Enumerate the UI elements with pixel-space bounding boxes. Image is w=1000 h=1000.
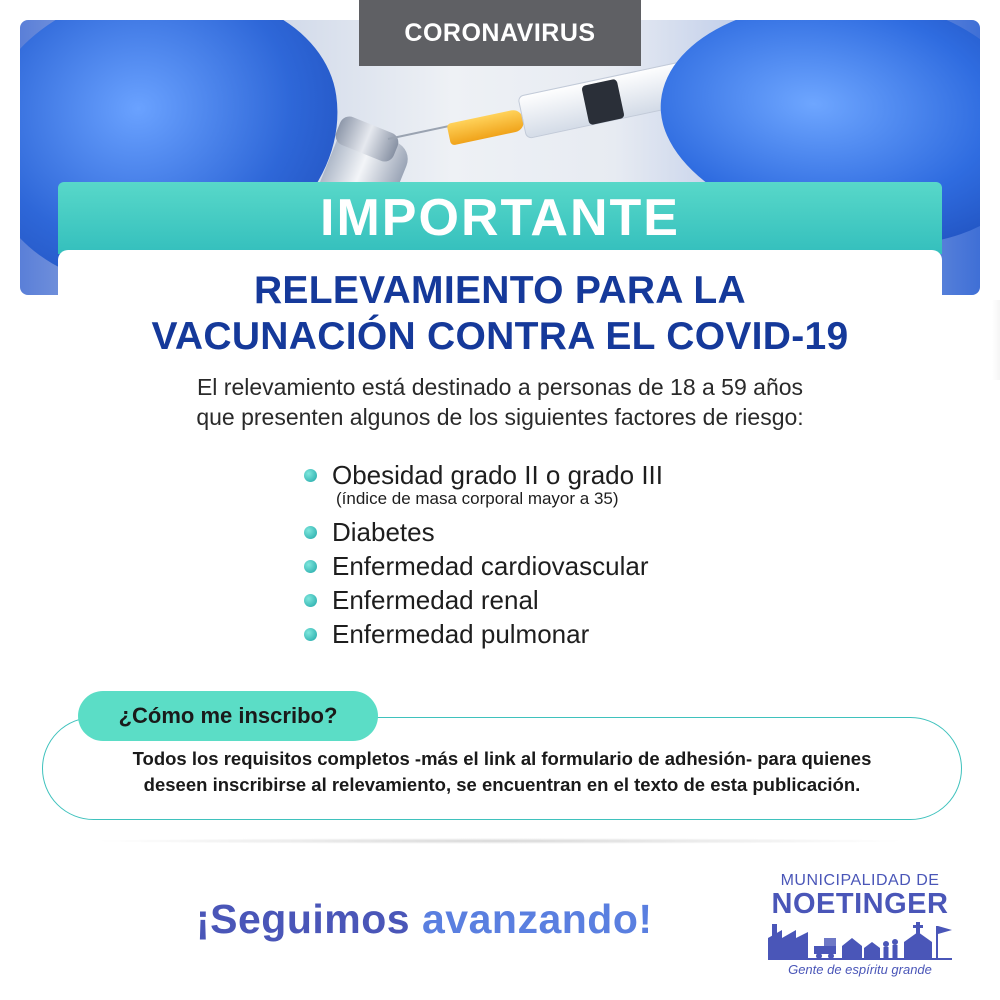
risk-label: Enfermedad pulmonar [332, 619, 590, 649]
bullet-dot-icon [304, 526, 317, 539]
list-item [302, 617, 822, 651]
bullet-dot-icon [304, 594, 317, 607]
list-item [302, 458, 822, 509]
slogan-part-2: avanzando! [422, 896, 653, 942]
slogan [196, 896, 653, 943]
page-title [40, 268, 960, 360]
risk-label: Obesidad grado II o grado III [332, 460, 663, 490]
intro-line-1: El relevamiento está destinado a personas de 18 a 59 años [196, 374, 804, 400]
list-item [302, 583, 822, 617]
risk-factor-list [302, 458, 822, 651]
title-line-1: RELEVAMIENTO PARA LA [253, 269, 747, 312]
intro-line-2: que presenten algunos de los siguientes factores de riesgo: [196, 404, 804, 430]
bullet-dot-icon [304, 469, 317, 482]
list-item [302, 549, 822, 583]
risk-note: (índice de masa corporal mayor a 35) [336, 489, 619, 508]
syringe-hub-illustration [447, 108, 526, 145]
registration-line-2: deseen inscribirse al relevamiento, se encuentran en el texto de esta publicación. [143, 774, 861, 795]
registration-text [60, 746, 944, 798]
important-banner: IMPORTANTE [58, 182, 942, 254]
logo-line-2: NOETINGER [771, 888, 949, 920]
registration-line-1: Todos los requisitos completos -más el link al formulario de adhesión- para quienes [132, 748, 872, 769]
title-line-2: VACUNACIÓN CONTRA EL COVID-19 [151, 315, 849, 358]
intro-text [40, 372, 960, 432]
logo-line-1: MUNICIPALIDAD DE [780, 872, 940, 889]
bullet-dot-icon [304, 628, 317, 641]
municipal-logo [760, 872, 960, 982]
category-tag: CORONAVIRUS [359, 0, 641, 66]
risk-label: Enfermedad cardiovascular [332, 551, 649, 581]
risk-label: Enfermedad renal [332, 585, 539, 615]
list-item [302, 515, 822, 549]
registration-title: ¿Cómo me inscribo? [78, 691, 378, 741]
risk-label: Diabetes [332, 517, 435, 547]
bullet-dot-icon [304, 560, 317, 573]
divider-shadow [90, 838, 910, 844]
edge-shadow [992, 300, 1000, 380]
municipal-skyline-logo-icon [768, 920, 952, 960]
slogan-part-1: ¡Seguimos [196, 896, 411, 942]
logo-tagline: Gente de espíritu grande [788, 962, 932, 977]
